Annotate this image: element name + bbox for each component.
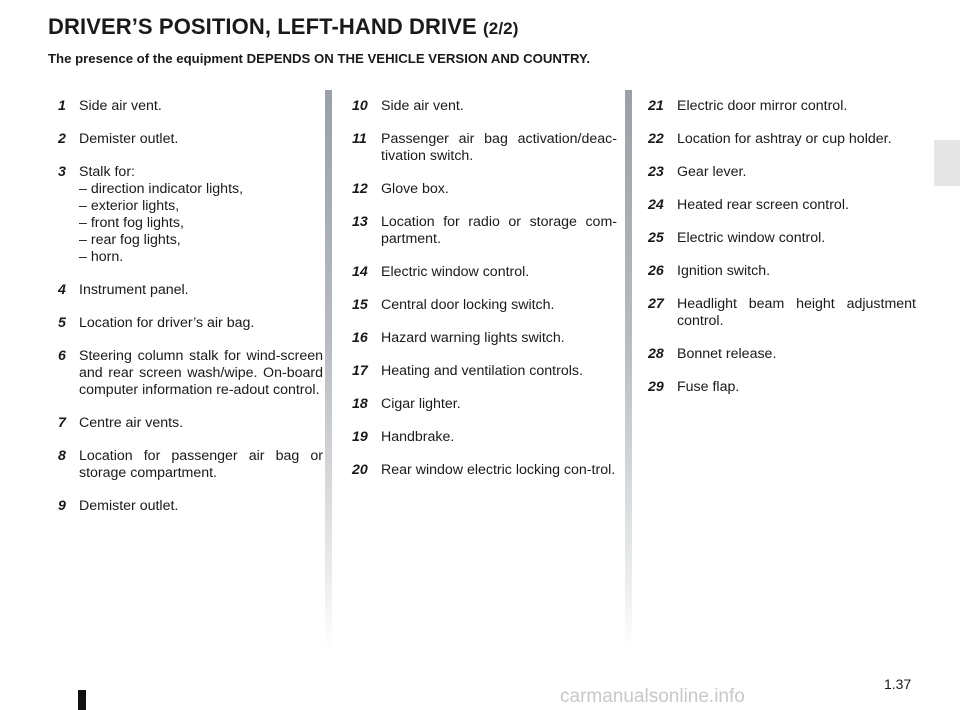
item-text: Steering column stalk for wind-screen and rear screen wash/wipe. On-board computer information re-adout control. <box>79 348 323 398</box>
item-number: 21 <box>648 98 664 114</box>
page-title-suffix: (2/2) <box>483 19 519 38</box>
item-text: Ignition switch. <box>677 263 771 279</box>
item-number: 24 <box>648 197 664 213</box>
legend-item <box>648 230 916 247</box>
item-text: Instrument panel. <box>79 282 189 298</box>
legend-item <box>352 429 617 446</box>
legend-item <box>58 315 323 332</box>
legend-item <box>352 181 617 198</box>
item-sub-entry: – horn. <box>79 249 323 266</box>
item-text: Electric window control. <box>677 230 826 246</box>
legend-item <box>648 296 916 330</box>
legend-item <box>58 448 323 482</box>
item-text: Electric window control. <box>381 264 530 280</box>
item-text: Location for radio or storage com-partment. <box>381 214 617 247</box>
section-tab <box>934 140 960 186</box>
item-text: Heating and ventilation controls. <box>381 363 583 379</box>
legend-item <box>648 197 916 214</box>
page-subtitle: The presence of the equipment DEPENDS ON THE VEHICLE VERSION AND COUNTRY. <box>48 51 590 66</box>
item-text: Demister outlet. <box>79 498 179 514</box>
item-text: Centre air vents. <box>79 415 184 431</box>
crop-mark <box>78 690 86 710</box>
legend-item <box>352 131 617 165</box>
legend-item <box>58 282 323 299</box>
item-text: Cigar lighter. <box>381 396 461 412</box>
legend-item <box>352 330 617 347</box>
item-sub-list <box>79 181 323 266</box>
legend-item <box>648 98 916 115</box>
item-number: 16 <box>352 330 368 346</box>
column-divider <box>625 90 632 650</box>
legend-item <box>648 263 916 280</box>
item-number: 4 <box>58 282 66 298</box>
item-number: 22 <box>648 131 664 147</box>
item-text: Electric door mirror control. <box>677 98 848 114</box>
page-title: DRIVER’S POSITION, LEFT-HAND DRIVE (2/2) <box>48 14 519 39</box>
item-text: Handbrake. <box>381 429 455 445</box>
item-number: 13 <box>352 214 368 230</box>
item-text: Hazard warning lights switch. <box>381 330 565 346</box>
item-text: Central door locking switch. <box>381 297 555 313</box>
item-sub-entry: – front fog lights, <box>79 215 323 232</box>
item-number: 5 <box>58 315 66 331</box>
item-text: Gear lever. <box>677 164 747 180</box>
item-number: 26 <box>648 263 664 279</box>
item-sub-entry: – rear fog lights, <box>79 232 323 249</box>
item-text: Location for passenger air bag or storage compartment. <box>79 448 323 481</box>
item-number: 17 <box>352 363 368 379</box>
item-number: 3 <box>58 164 66 180</box>
column-2 <box>352 98 617 495</box>
item-text: Stalk for: <box>79 164 135 180</box>
item-text: Fuse flap. <box>677 379 740 395</box>
item-text: Side air vent. <box>381 98 464 114</box>
legend-item <box>648 379 916 396</box>
item-number: 14 <box>352 264 368 280</box>
item-number: 8 <box>58 448 66 464</box>
legend-item <box>58 415 323 432</box>
page-number: 1.37 <box>884 676 912 692</box>
item-number: 9 <box>58 498 66 514</box>
watermark: carmanualsonline.info <box>560 686 745 707</box>
legend-item <box>352 98 617 115</box>
item-number: 25 <box>648 230 664 246</box>
item-number: 29 <box>648 379 664 395</box>
item-text: Rear window electric locking con-trol. <box>381 462 616 478</box>
legend-item <box>352 297 617 314</box>
column-divider <box>325 90 332 650</box>
item-number: 2 <box>58 131 66 147</box>
item-text: Heated rear screen control. <box>677 197 849 213</box>
item-number: 27 <box>648 296 664 312</box>
item-number: 18 <box>352 396 368 412</box>
item-text: Headlight beam height adjustment control. <box>677 296 916 329</box>
legend-item <box>648 346 916 363</box>
item-text: Passenger air bag activation/deac-tivation switch. <box>381 131 617 164</box>
legend-item <box>352 396 617 413</box>
column-1 <box>58 98 323 531</box>
column-3 <box>648 98 916 412</box>
item-number: 7 <box>58 415 66 431</box>
item-text: Side air vent. <box>79 98 162 114</box>
legend-item <box>352 363 617 380</box>
item-number: 28 <box>648 346 664 362</box>
item-sub-entry: – exterior lights, <box>79 198 323 215</box>
item-number: 10 <box>352 98 368 114</box>
legend-item <box>58 131 323 148</box>
item-sub-entry: – direction indicator lights, <box>79 181 323 198</box>
legend-item <box>58 498 323 515</box>
item-text: Demister outlet. <box>79 131 179 147</box>
legend-item <box>58 348 323 399</box>
legend-item <box>58 98 323 115</box>
item-number: 11 <box>352 131 367 147</box>
legend-item <box>648 131 916 148</box>
item-number: 15 <box>352 297 368 313</box>
item-text: Bonnet release. <box>677 346 777 362</box>
item-number: 19 <box>352 429 368 445</box>
legend-item <box>58 164 323 266</box>
legend-item <box>352 264 617 281</box>
item-number: 23 <box>648 164 664 180</box>
legend-item <box>352 462 617 479</box>
item-number: 20 <box>352 462 368 478</box>
item-text: Glove box. <box>381 181 449 197</box>
item-number: 1 <box>58 98 66 114</box>
item-number: 12 <box>352 181 368 197</box>
item-text: Location for driver’s air bag. <box>79 315 255 331</box>
legend-item <box>352 214 617 248</box>
item-number: 6 <box>58 348 66 364</box>
item-text: Location for ashtray or cup holder. <box>677 131 892 147</box>
legend-item <box>648 164 916 181</box>
